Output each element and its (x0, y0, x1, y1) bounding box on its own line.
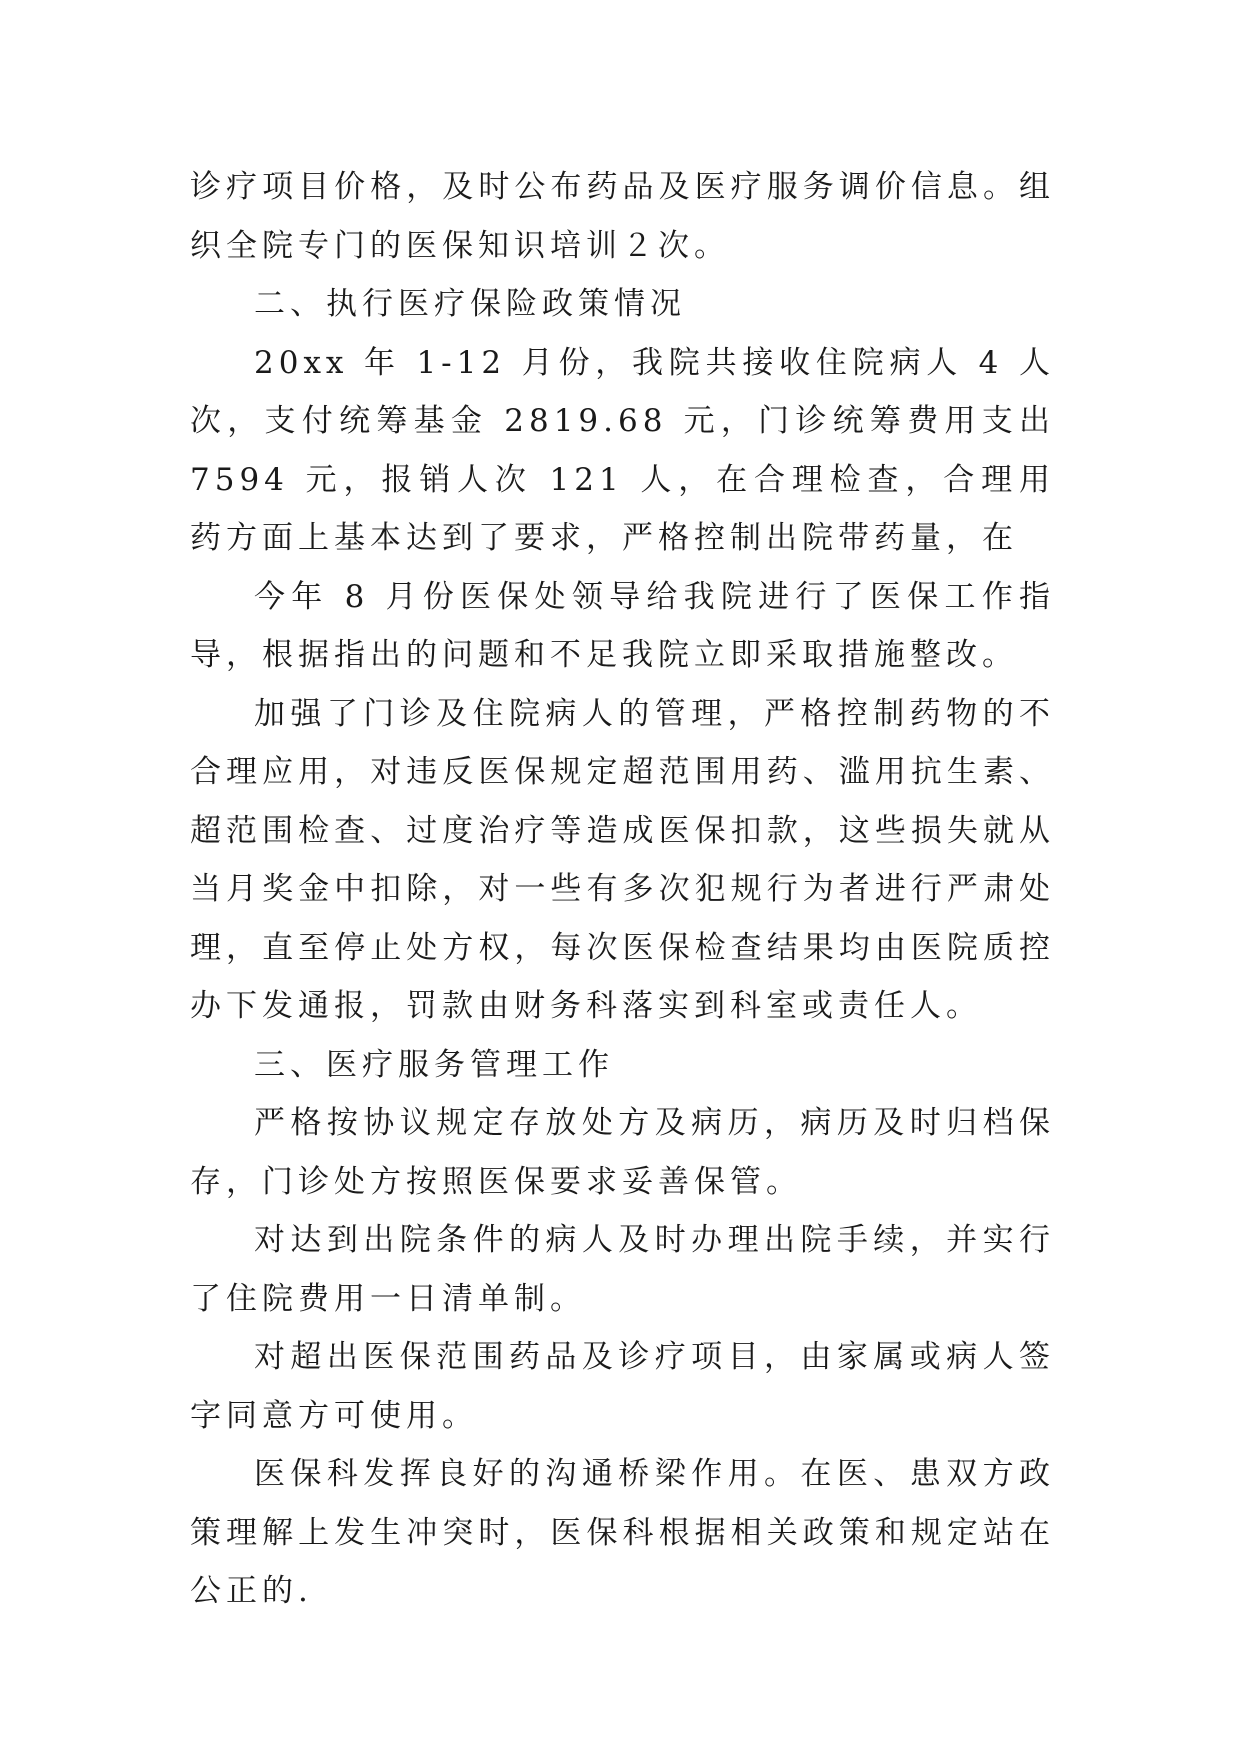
paragraph-bridge: 医保科发挥良好的沟通桥梁作用。在医、患双方政策理解上发生冲突时，医保科根据相关政策和规定站在公正的. (190, 1456, 1055, 1609)
paragraph-statistics: 20xx 年 1-12 月份，我院共接收住院病人 4 人次，支付统筹基金 2819.68 元，门诊统筹费用支出 7594 元，报销人次 121 人，在合理检查，合理用药方面上基本达到了要求，严格控制出院带药量，在 (190, 344, 1055, 556)
document-body (190, 158, 1055, 1621)
paragraph-consent: 对超出医保范围药品及诊疗项目，由家属或病人签字同意方可使用。 (190, 1339, 1055, 1434)
paragraph-records: 严格按协议规定存放处方及病历，病历及时归档保存，门诊处方按照医保要求妥善保管。 (190, 1105, 1055, 1200)
section-heading-2: 二、执行医疗保险政策情况 (254, 286, 686, 322)
paragraph-discharge: 对达到出院条件的病人及时办理出院手续，并实行了住院费用一日清单制。 (190, 1222, 1055, 1317)
section-heading-3: 三、医疗服务管理工作 (254, 1046, 614, 1083)
paragraph-guidance: 今年 8 月份医保处领导给我院进行了医保工作指导，根据指出的问题和不足我院立即采取措施整改。 (190, 578, 1055, 673)
paragraph-continuation: 诊疗项目价格，及时公布药品及医疗服务调价信息。组织全院专门的医保知识培训２次。 (190, 169, 1055, 264)
paragraph-management: 加强了门诊及住院病人的管理，严格控制药物的不合理应用，对违反医保规定超范围用药、滥用抗生素、超范围检查、过度治疗等造成医保扣款，这些损失就从当月奖金中扣除，对一些有多次犯规行为者进行严肃处理，直至停止处方权，每次医保检查结果均由医院质控办下发通报，罚款由财务科落实到科室或责任人。 (190, 695, 1055, 1024)
